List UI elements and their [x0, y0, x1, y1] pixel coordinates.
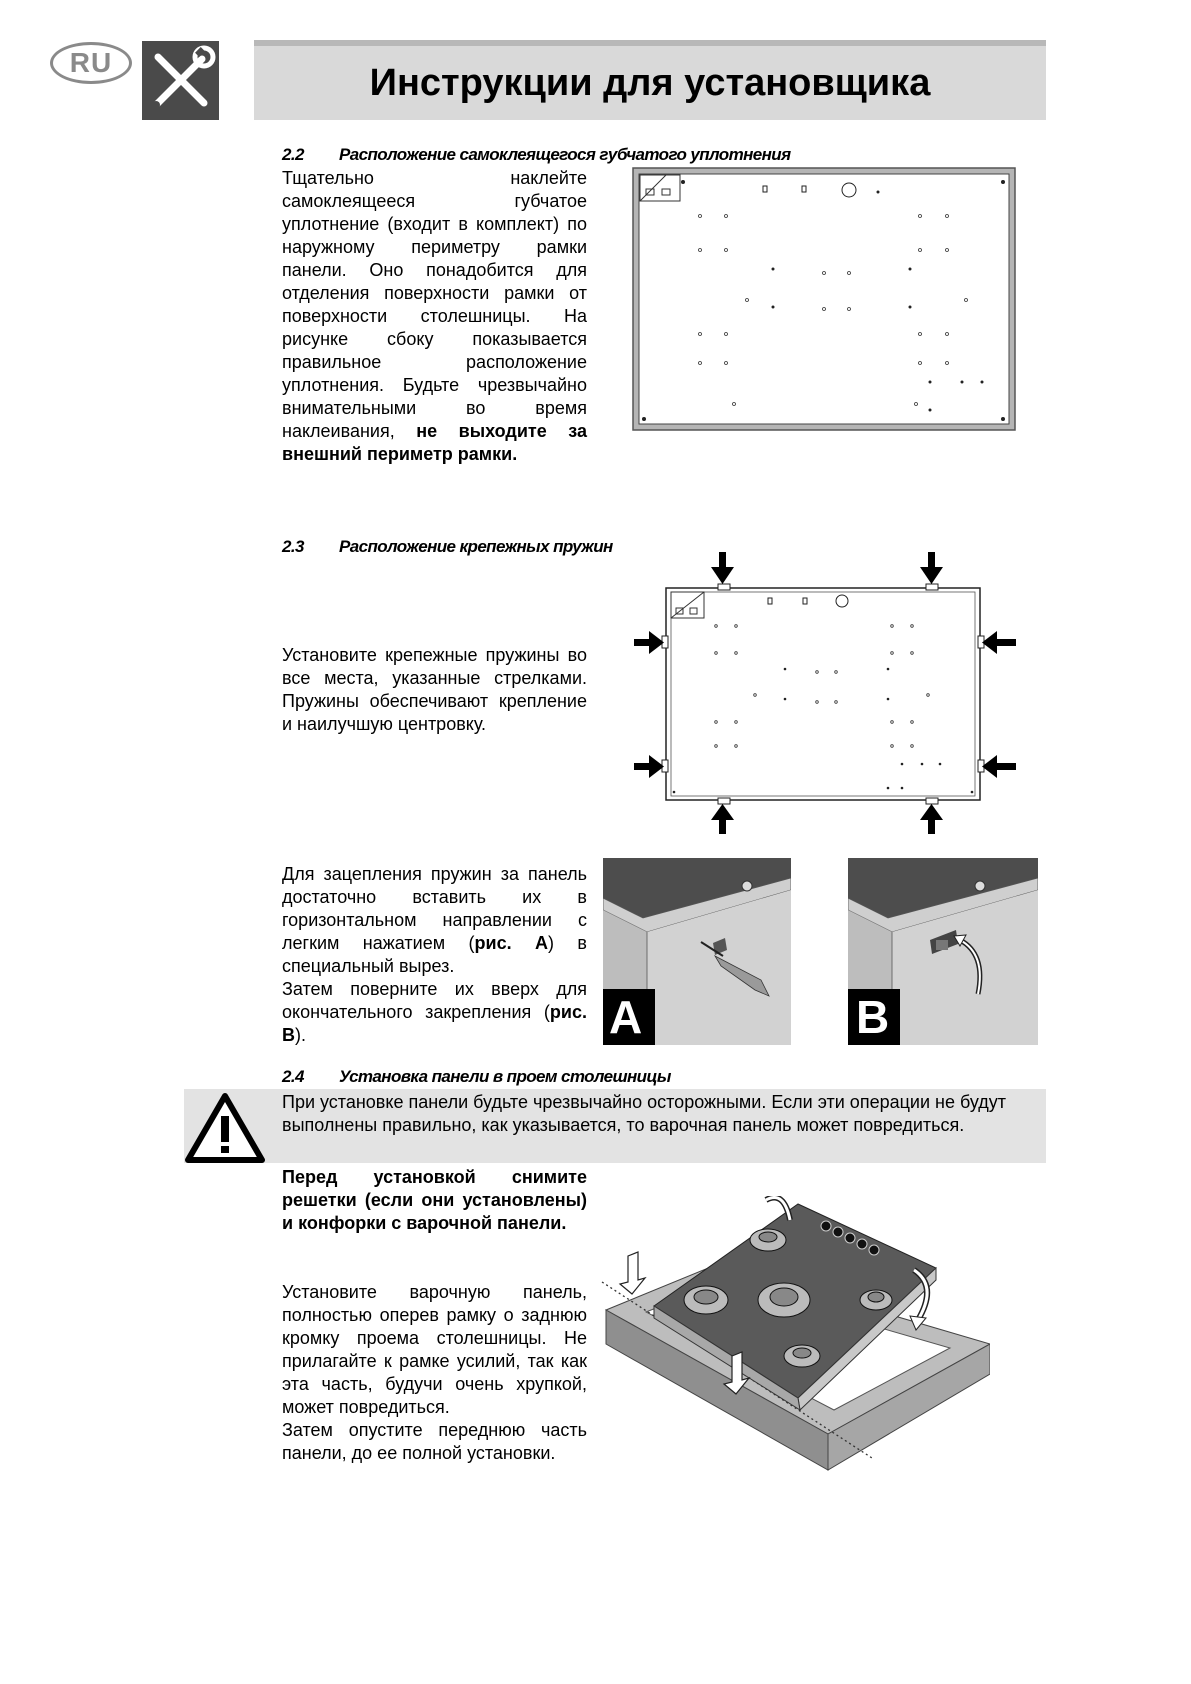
page-title: Инструкции для установщика [369, 61, 931, 104]
seal-figure [632, 167, 1016, 431]
section-2-2-text: Тщательно наклейте самоклеящееся губчатое уплотнение (входит в комплект) по наружному периметру рамки панели. Оно понадобится для отделения поверхности рамки от поверхности столешницы. На рисунке сбоку показывается правильное расположение уплотнения. Будьте чрезвычайно внимательными во время наклеивания, не выходите за внешний периметр рамки. [282, 168, 587, 464]
section-2-4-text-bold: Перед установкой снимите решетки (если они установлены) и конфорки с варочной панели. [282, 1167, 587, 1233]
section-2-2-title: 2.2 Расположение самоклеящегося губчатого уплотнения [282, 145, 791, 164]
header-bar [254, 40, 1046, 120]
figure-a-label: A [609, 991, 643, 1043]
section-2-3-text-springs: Установите крепежные пружины во все места, указанные стрелками. Пружины обеспечивают крепление и наилучшую центровку. [282, 645, 587, 734]
figure-b [848, 858, 1038, 1045]
section-2-4-text-install: Установите варочную панель, полностью оперев рамку о заднюю кромку проема столешницы. Не прилагайте к рамке усилий, так как эта часть, будучи очень хрупкой, может повредиться. Затем опустите переднюю часть панели, до ее полной установки. [282, 1282, 587, 1463]
installation-figure [598, 1196, 990, 1474]
section-2-3-title: 2.3 Расположение крепежных пружин [282, 537, 613, 556]
section-2-4-title: 2.4 Установка панели в проем столешницы [282, 1067, 671, 1086]
warning-text: При установке панели будьте чрезвычайно осторожными. Если эти операции не будут выполнены правильно, как указывается, то варочная панель может повредиться. [282, 1092, 1007, 1135]
figure-b-label: B [856, 991, 890, 1043]
warning-icon [184, 1092, 266, 1169]
section-2-3-text-hooking: Для зацепления пружин за панель достаточно вставить их в горизонтальном направлении с легким нажатием (рис. A) в специальный вырез. Затем поверните их вверх для окончательного закрепления (рис. B). [282, 864, 587, 1045]
wrench-screwdriver-icon [142, 41, 219, 120]
language-badge: RU [50, 42, 132, 84]
figure-a [603, 858, 791, 1045]
springs-figure [626, 552, 1018, 834]
